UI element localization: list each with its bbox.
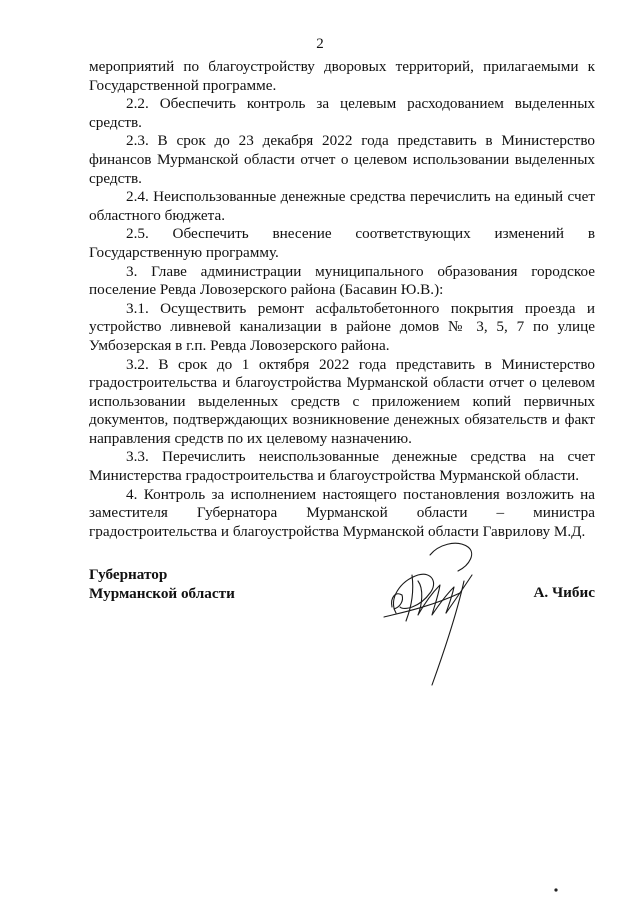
paragraph-3-2: 3.2. В срок до 1 октября 2022 года представить в Министерство градостроительства и благоустройства Мурманской области отчет о целевом использовании выделенных средств с приложением копий первичных документов, подтверждающих возникновение денежных обязательств и факт направления средств по их целевому назначению. xyxy=(89,355,595,447)
page-number: 2 xyxy=(316,36,324,52)
paragraph-continuation: мероприятий по благоустройству дворовых территорий, прилагаемыми к Государственной программе. xyxy=(89,58,595,94)
signatory-name: А. Чибис xyxy=(533,584,595,601)
paragraph-2-4: 2.4. Неиспользованные денежные средства перечислить на единый счет областного бюджета. xyxy=(89,188,595,224)
signatory-position xyxy=(89,565,235,603)
paragraph-3: 3. Главе администрации муниципального образования городское поселение Ревда Ловозерского района (Басавин Ю.В.): xyxy=(89,262,595,299)
document-body xyxy=(89,58,595,541)
paragraph-2-3: 2.3. В срок до 23 декабря 2022 года представить в Министерство финансов Мурманской области отчет о целевом использовании выделенных средств. xyxy=(89,132,595,187)
signatory-title: Губернатор xyxy=(89,566,168,583)
handwritten-signature xyxy=(360,535,500,695)
paragraph-2-5: 2.5. Обеспечить внесение соответствующих изменений в Государственную программу. xyxy=(89,225,595,261)
paragraph-3-1: 3.1. Осуществить ремонт асфальтобетонного покрытия проезда и устройство ливневой канализации в районе домов № 3, 5, 7 по улице Умбозерская в г.п. Ревда Ловозерского района. xyxy=(89,299,595,354)
scan-mark-icon xyxy=(550,884,562,896)
paragraph-4: 4. Контроль за исполнением настоящего постановления возложить на заместителя Губернатора Мурманской области – министра градостроительства и благоустройства Мурманской области Гаврилову М.Д. xyxy=(89,485,595,540)
paragraph-3-3: 3.3. Перечислить неиспользованные денежные средства на счет Министерства градостроительства и благоустройства Мурманской области. xyxy=(89,448,595,485)
signatory-region: Мурманской области xyxy=(89,585,235,602)
paragraph-2-2: 2.2. Обеспечить контроль за целевым расходованием выделенных средств. xyxy=(89,95,595,131)
